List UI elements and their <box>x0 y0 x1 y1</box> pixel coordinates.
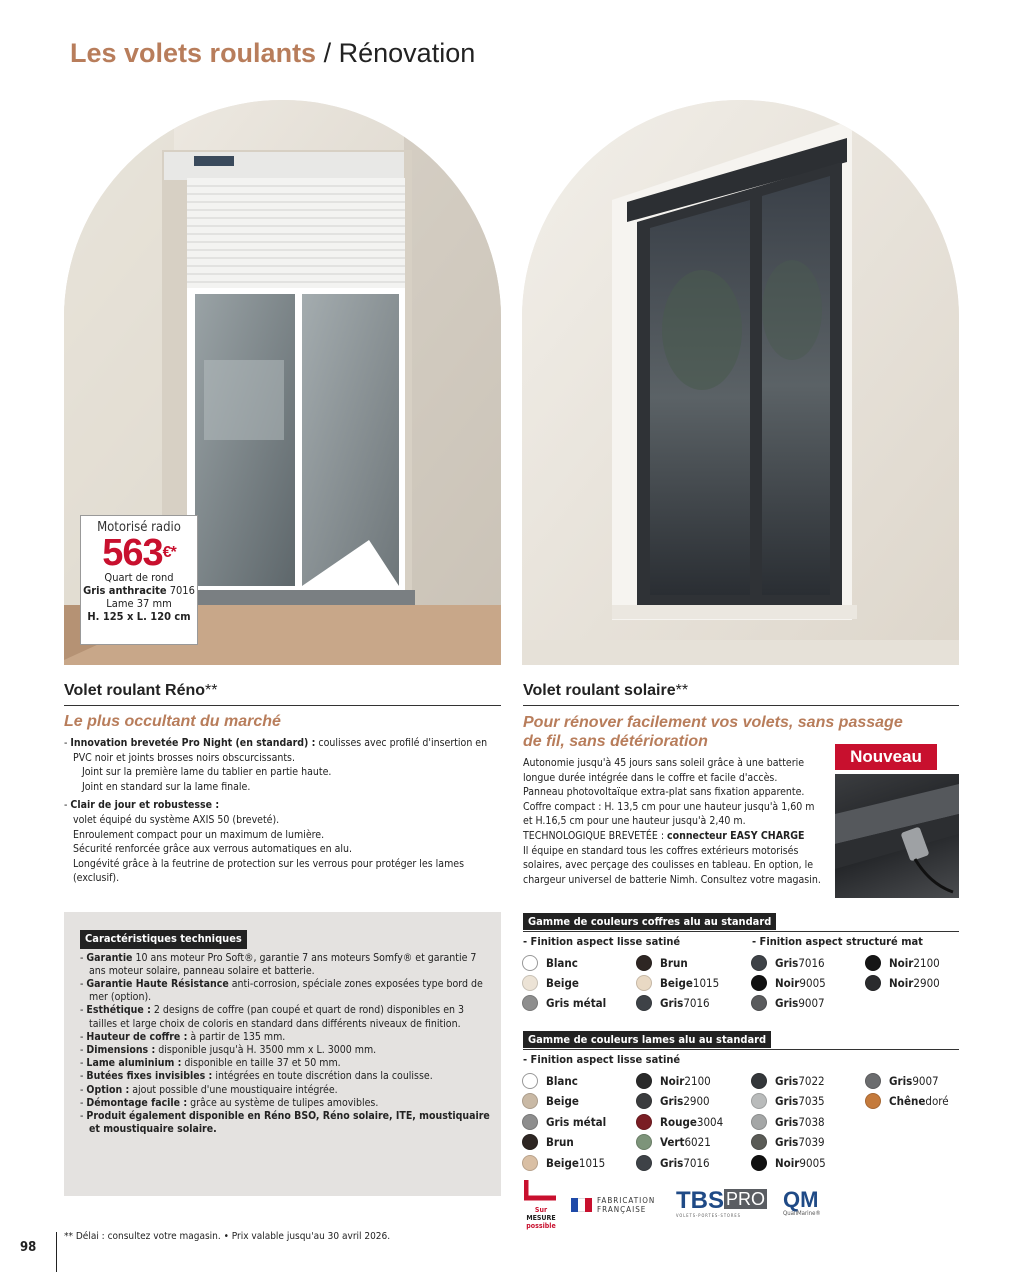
tech-item-3-text: 2 designs de coffre (pan coupé et quart de rond) disponibles en 3 tailles et large choix de coloris en standard dans différents niveaux de finition. <box>89 1004 465 1030</box>
left-bullet-2-text-3: Sécurité renforcée grâce aux verrous automatiques en alu. <box>73 843 353 856</box>
right-paragraph-2: Panneau photovoltaïque extra-plat sans fixation apparente. <box>523 786 805 799</box>
coffres-color-name: Noir <box>889 976 914 990</box>
lames-color-code: 7016 <box>683 1156 710 1170</box>
lames-color-dot <box>636 1114 652 1130</box>
coffres-color-dot <box>522 995 538 1011</box>
lames-color-name: Noir <box>775 1156 800 1170</box>
tech-item-2-text: anti-corrosion, spéciale zones exposées type bord de mer (option). <box>89 978 483 1004</box>
coffres-color-name: Brun <box>660 956 688 970</box>
coffres-color-name: Gris <box>660 996 684 1010</box>
tech-item-6: - Lame aluminium : disponible en taille 37 et 50 mm. <box>80 1057 341 1070</box>
coffres-color-dot <box>522 975 538 991</box>
title-sub: Rénovation <box>338 38 476 68</box>
lames-color-code: 7022 <box>798 1074 825 1088</box>
coffres-rule <box>523 931 959 932</box>
coffres-color-dot <box>751 975 767 991</box>
lames-color-name: Gris <box>889 1074 913 1088</box>
left-bullet-1: - Innovation brevetée Pro Night (en standard) : coulisses avec profilé d'insertion en PVC noir et joints brosses noirs obscurcissants. Joint sur la première lame du tablier en partie haute. Joint en standard sur la lame finale. <box>64 737 488 793</box>
lames-color-dot <box>522 1134 538 1150</box>
lames-color-code: 2900 <box>683 1094 710 1108</box>
qualimarine-logo <box>783 1187 821 1217</box>
lames-swatch <box>522 1133 574 1151</box>
left-bullet-1-text-3: Joint en standard sur la lame finale. <box>82 780 251 793</box>
tech-item-4: - Hauteur de coffre : à partir de 135 mm. <box>80 1030 286 1043</box>
left-description <box>64 736 494 890</box>
lames-color-code: 7039 <box>798 1135 825 1149</box>
price-box <box>80 515 198 645</box>
lames-swatch <box>522 1113 606 1131</box>
left-bullet-2-text-2: Enroulement compact pour un maximum de lumière. <box>73 828 325 841</box>
coffres-swatch <box>522 994 606 1012</box>
lames-swatch <box>865 1072 939 1090</box>
photo-volet-solaire <box>522 100 959 665</box>
tech-item-6-text: disponible en taille 37 et 50 mm. <box>181 1057 341 1070</box>
coffres-swatch <box>636 994 710 1012</box>
tech-item-2: - Garantie Haute Résistance anti-corrosion, spéciale zones exposées type bord de mer (option). <box>80 978 483 1004</box>
photo-volet-solaire-illustration <box>522 100 959 665</box>
lames-rule <box>523 1049 959 1050</box>
tech-item-1-text: 10 ans moteur Pro Soft®, garantie 7 ans moteurs Somfy® et garantie 7 ans moteur solaire, panneau solaire et batterie. <box>89 951 477 977</box>
right-tagline: Pour rénover facilement vos volets, sans passage de fil, sans détérioration <box>523 714 903 750</box>
coffres-color-dot <box>522 955 538 971</box>
page-number: 98 <box>20 1240 37 1255</box>
fabrication-francaise-logo <box>571 1196 655 1214</box>
tech-item-10: - Produit également disponible en Réno BSO, Réno solaire, ITE, moustiquaire et moustiquaire solaire. <box>80 1110 490 1136</box>
lames-color-code: 9005 <box>799 1156 826 1170</box>
lames-finish-satin: - Finition aspect lisse satiné <box>523 1053 681 1066</box>
right-title-rule <box>523 705 959 706</box>
coffres-color-code: 7016 <box>798 956 825 970</box>
lames-color-dot <box>865 1073 881 1089</box>
lames-color-dot <box>522 1155 538 1171</box>
coffres-color-code: 2100 <box>913 956 940 970</box>
lames-swatch <box>636 1133 711 1151</box>
lames-color-name: Gris <box>660 1094 684 1108</box>
left-bullet-1-text-1: coulisses avec profilé d'insertion en PVC noir et joints brosses noirs obscurcissants. <box>73 737 488 764</box>
tech-item-1: - Garantie 10 ans moteur Pro Soft®, garantie 7 ans moteurs Somfy® et garantie 7 ans moteur solaire, panneau solaire et batterie. <box>80 951 477 977</box>
coffres-swatch <box>751 974 826 992</box>
coffres-color-name: Noir <box>775 976 800 990</box>
lames-swatch <box>522 1072 578 1090</box>
tech-item-3: - Esthétique : 2 designs de coffre (pan coupé et quart de rond) disponibles en 3 tailles et large choix de coloris en standard dans différents niveaux de finition. <box>80 1004 465 1030</box>
fabrication-line-1: FABRICATION <box>597 1196 656 1205</box>
lames-color-name: Rouge <box>660 1115 697 1129</box>
right-paragraph-4-prefix: TECHNOLOGIQUE BREVETÉE : <box>523 829 668 842</box>
qm-text: QM <box>783 1187 819 1212</box>
left-product-name: Volet roulant Réno <box>64 682 206 699</box>
left-bullet-2-head: Clair de jour et robustesse : <box>70 799 220 812</box>
lames-swatch <box>636 1113 723 1131</box>
lames-color-code: 2100 <box>684 1074 711 1088</box>
lames-color-dot <box>751 1114 767 1130</box>
tbs-text: TBS <box>676 1187 724 1214</box>
lames-color-dot <box>522 1073 538 1089</box>
coffres-color-code: 1015 <box>692 976 720 990</box>
lames-color-name: Brun <box>546 1135 574 1149</box>
tech-item-5-text: disponible jusqu'à H. 3500 mm x L. 3000 mm. <box>155 1044 377 1057</box>
lames-color-name: Blanc <box>546 1074 578 1088</box>
lames-color-name: Gris <box>660 1156 684 1170</box>
right-paragraph-4-connector: connecteur EASY CHARGE <box>667 829 805 842</box>
sur-mesure-text <box>523 1206 559 1230</box>
left-bullet-2-text-4: Longévité grâce à la feutrine de protection sur les verrous pour protéger les lames (exclusif). <box>73 857 465 885</box>
tech-item-7-text: intégrées en toute discrétion dans la coulisse. <box>212 1070 433 1083</box>
price-value <box>81 532 197 574</box>
tech-item-4-text: à partir de 135 mm. <box>187 1030 286 1043</box>
lames-swatch <box>522 1092 579 1110</box>
lames-swatch <box>522 1154 605 1172</box>
lames-color-name: Gris <box>775 1094 799 1108</box>
tech-item-4-head: Hauteur de coffre : <box>86 1030 188 1043</box>
lames-color-dot <box>636 1155 652 1171</box>
sur-mesure-line-1: Sur <box>534 1206 548 1214</box>
lames-color-dot <box>751 1134 767 1150</box>
price-detail-2-bold: Gris anthracite <box>83 584 167 597</box>
tech-item-6-head: Lame aluminium : <box>86 1057 182 1070</box>
coffres-color-name: Blanc <box>546 956 578 970</box>
coffres-color-name: Gris métal <box>546 996 607 1010</box>
right-paragraph-4 <box>523 829 823 844</box>
left-tagline: Le plus occultant du marché <box>64 713 281 730</box>
lames-color-dot <box>636 1093 652 1109</box>
tbs-sub-text: VOLETS-PORTES-STORES <box>676 1213 741 1218</box>
lames-color-name: Beige <box>546 1156 579 1170</box>
lames-color-dot <box>751 1155 767 1171</box>
tech-item-1-head: Garantie <box>86 951 133 964</box>
sur-mesure-line-2: MESURE <box>526 1214 556 1222</box>
lames-swatch <box>751 1092 825 1110</box>
tech-item-3-head: Esthétique : <box>86 1004 151 1017</box>
lames-color-code: 3004 <box>696 1115 724 1129</box>
tech-item-9-text: grâce au système de tulipes amovibles. <box>187 1096 379 1109</box>
lames-color-dot <box>751 1093 767 1109</box>
tech-item-2-head: Garantie Haute Résistance <box>86 978 229 990</box>
title-separator: / <box>323 38 332 68</box>
coffres-color-dot <box>636 955 652 971</box>
left-product-title <box>64 682 218 700</box>
coffres-color-dot <box>636 975 652 991</box>
price-detail-3: Lame 37 mm <box>106 597 172 610</box>
coffres-color-dot <box>751 995 767 1011</box>
lames-color-name: Beige <box>546 1094 579 1108</box>
coffres-color-name: Gris <box>775 996 799 1010</box>
left-bullet-2: - Clair de jour et robustesse : volet équipé du système AXIS 50 (breveté). Enroulement compact pour un maximum de lumière. Sécurité renforcée grâce aux verrous automatiques en alu. Longévité grâce à la feutrine de protection sur les verrous pour protéger les lames (exclusif). <box>64 799 465 885</box>
qm-sub-text: QualiMarine® <box>783 1210 821 1217</box>
coffres-title: Gamme de couleurs coffres alu au standard <box>523 913 776 930</box>
flag-blue <box>571 1198 578 1212</box>
flag-white <box>578 1198 585 1212</box>
lames-color-name: Gris métal <box>546 1115 607 1129</box>
coffres-color-name: Beige <box>660 976 693 990</box>
coffres-color-code: 9005 <box>799 976 826 990</box>
lames-color-name: Chêne <box>889 1094 926 1108</box>
lames-color-name: Gris <box>775 1115 799 1129</box>
left-product-star: ** <box>205 682 218 699</box>
tech-item-8-head: Option : <box>86 1083 130 1096</box>
coffres-color-dot <box>751 955 767 971</box>
price-currency: €* <box>162 544 176 561</box>
tech-item-7-head: Butées fixes invisibles : <box>86 1070 213 1083</box>
lames-swatch <box>865 1092 949 1110</box>
lames-color-code: 1015 <box>578 1156 606 1170</box>
easy-charge-illustration <box>835 774 959 898</box>
lames-color-dot <box>522 1114 538 1130</box>
coffres-swatch <box>522 954 578 972</box>
tech-characteristics-box <box>64 912 501 1196</box>
flag-red <box>585 1198 592 1212</box>
footer-note: ** Délai : consultez votre magasin. • Prix valable jusqu'au 30 avril 2026. <box>64 1231 391 1242</box>
lames-swatch <box>751 1113 825 1131</box>
tech-title: Caractéristiques techniques <box>80 930 247 949</box>
title-main: Les volets roulants <box>70 38 317 68</box>
lames-title: Gamme de couleurs lames alu au standard <box>523 1031 771 1048</box>
coffres-finish-satin: - Finition aspect lisse satiné <box>523 935 681 948</box>
lames-swatch <box>636 1072 711 1090</box>
sur-mesure-logo <box>523 1178 559 1234</box>
nouveau-badge: Nouveau <box>835 744 937 770</box>
lames-color-name: Gris <box>775 1074 799 1088</box>
lames-swatch <box>636 1154 710 1172</box>
lames-color-code: 7035 <box>798 1094 825 1108</box>
coffres-color-dot <box>636 995 652 1011</box>
lames-color-dot <box>522 1093 538 1109</box>
left-bullet-1-head: Innovation brevetée Pro Night (en standard) : <box>70 737 316 749</box>
lames-color-code: doré <box>925 1094 949 1108</box>
coffres-color-name: Beige <box>546 976 579 990</box>
price-detail-4: H. 125 x L. 120 cm <box>87 610 191 623</box>
sur-mesure-line-3: possible <box>526 1222 556 1230</box>
right-product-title <box>523 682 688 700</box>
lames-color-dot <box>636 1134 652 1150</box>
price-amount: 563 <box>102 532 163 574</box>
price-detail-1: Quart de rond <box>104 571 174 584</box>
fabrication-text <box>597 1196 655 1214</box>
easy-charge-photo <box>835 774 959 898</box>
right-product-star: ** <box>675 682 689 699</box>
tech-item-8-text: ajout possible d'une moustiquaire intégrée. <box>129 1083 338 1096</box>
tech-item-8: - Option : ajout possible d'une moustiquaire intégrée. <box>80 1083 338 1096</box>
lames-color-dot <box>636 1073 652 1089</box>
lames-color-name: Gris <box>775 1135 799 1149</box>
coffres-swatch <box>865 954 940 972</box>
sur-mesure-icon <box>524 1178 558 1202</box>
tbs-pro-logo <box>676 1187 767 1218</box>
right-product-name: Volet roulant solaire <box>523 682 676 699</box>
lames-swatch <box>636 1092 710 1110</box>
page-title <box>70 38 475 69</box>
coffres-color-name: Gris <box>775 956 799 970</box>
tbs-pro-text: PRO <box>726 1189 766 1209</box>
left-title-rule <box>64 705 501 706</box>
price-label: Motorisé radio <box>97 520 181 535</box>
tech-item-9: - Démontage facile : grâce au système de tulipes amovibles. <box>80 1096 379 1109</box>
lames-color-code: 9007 <box>912 1074 939 1088</box>
lames-color-name: Noir <box>660 1074 685 1088</box>
coffres-color-name: Noir <box>889 956 914 970</box>
coffres-color-code: 9007 <box>798 996 825 1010</box>
coffres-swatch <box>751 994 825 1012</box>
lames-swatch <box>751 1133 825 1151</box>
coffres-swatch <box>865 974 940 992</box>
right-description <box>523 756 823 887</box>
coffres-color-dot <box>865 975 881 991</box>
coffres-color-code: 7016 <box>683 996 710 1010</box>
coffres-swatch <box>522 974 579 992</box>
coffres-swatch <box>636 954 688 972</box>
price-detail-2-code: 7016 <box>166 584 195 597</box>
lames-color-dot <box>865 1093 881 1109</box>
lames-color-code: 6021 <box>684 1135 711 1149</box>
coffres-color-code: 2900 <box>913 976 940 990</box>
coffres-swatch <box>636 974 719 992</box>
page-line <box>56 1232 57 1272</box>
coffres-finish-mat: - Finition aspect structuré mat <box>752 935 923 948</box>
coffres-color-dot <box>865 955 881 971</box>
tech-item-9-head: Démontage facile : <box>86 1096 188 1109</box>
coffres-swatch <box>751 954 825 972</box>
fabrication-line-2: FRANÇAISE <box>597 1205 647 1214</box>
tech-item-5: - Dimensions : disponible jusqu'à H. 3500 mm x L. 3000 mm. <box>80 1044 377 1057</box>
price-detail-2 <box>81 584 197 597</box>
tech-item-7: - Butées fixes invisibles : intégrées en toute discrétion dans la coulisse. <box>80 1070 433 1083</box>
left-bullet-1-text-2: Joint sur la première lame du tablier en partie haute. <box>82 766 332 779</box>
lames-color-code: 7038 <box>798 1115 825 1129</box>
lames-swatch <box>751 1072 825 1090</box>
tech-item-5-head: Dimensions : <box>86 1044 156 1057</box>
lames-color-dot <box>751 1073 767 1089</box>
right-paragraph-1: Autonomie jusqu'à 45 jours sans soleil grâce à une batterie longue durée intégrée dans le coffre et facile d'accès. <box>523 757 805 784</box>
lames-swatch <box>751 1154 826 1172</box>
right-paragraph-3: Coffre compact : H. 13,5 cm pour une hauteur jusqu'à 1,60 m et H.16,5 cm pour une hauteur jusqu'à 2,40 m. <box>523 800 815 828</box>
right-paragraph-5: Il équipe en standard tous les coffres extérieurs motorisés solaires, avec perçage des coulisses en tableau. En option, le chargeur universel de batterie Nimh. Consultez votre magasin. <box>523 844 821 886</box>
tech-item-10-head: Produit également disponible en Réno BSO, Réno solaire, ITE, moustiquaire et moustiquaire solaire. <box>86 1110 490 1136</box>
left-bullet-2-text-1: volet équipé du système AXIS 50 (breveté). <box>73 813 280 826</box>
lames-color-name: Vert <box>660 1135 685 1149</box>
